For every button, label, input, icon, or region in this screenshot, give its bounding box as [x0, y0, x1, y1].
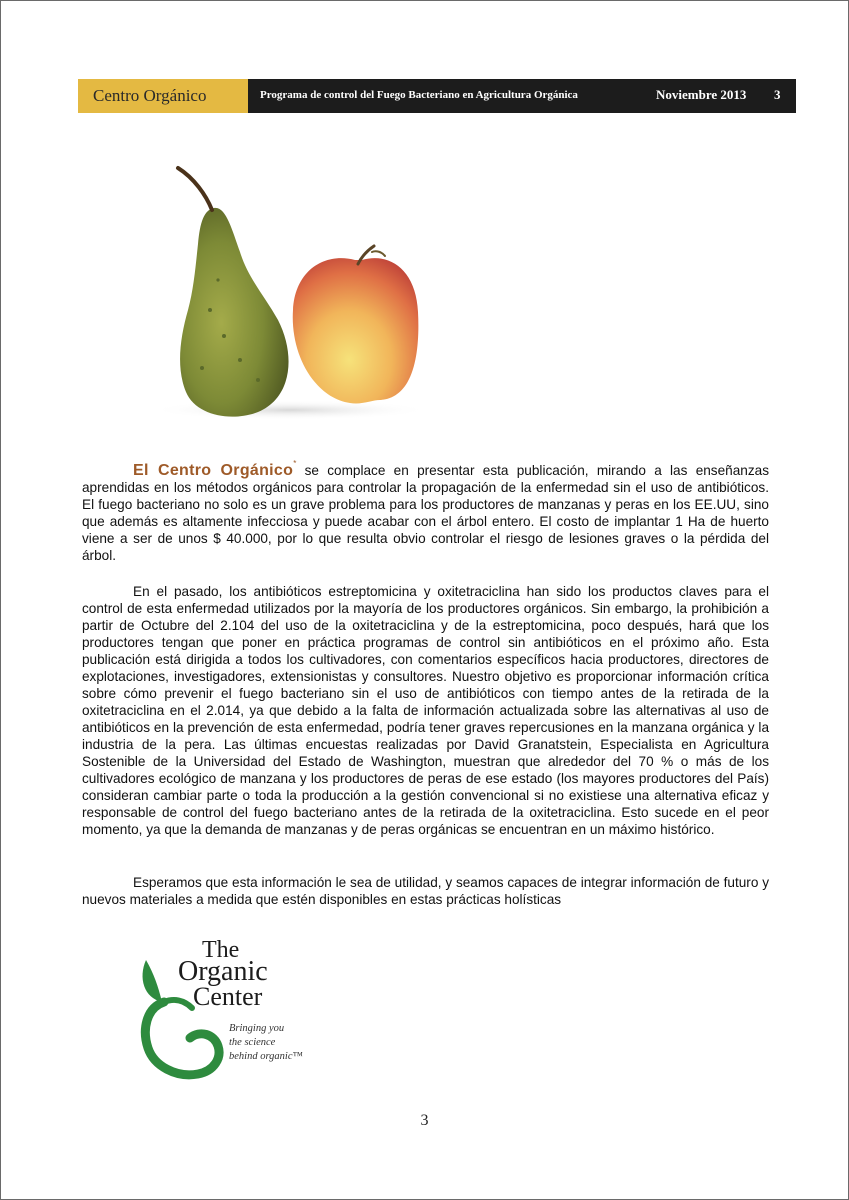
- intro-paragraph-3: [82, 874, 769, 908]
- paragraph-1-text: se complace en presentar esta publicación, mirando a las enseñanzas aprendidas en los métodos orgánicos para controlar la propagación de la enfermedad sin el uso de antibióticos. El fuego bacteriano no solo es un grave problema para los productores de manzanas y peras en los EE.UU, sino que además es altamente infecciosa y puede acabar con el árbol entero. El costo de implantar 1 Ha de huerto viene a ser de unos $ 40.000, por lo que resulta obvio controlar el riesgo de lesiones graves o la pérdida del árbol.: [82, 463, 770, 563]
- logo-tagline-2: the science: [229, 1037, 276, 1048]
- logo-tagline-3: behind organic™: [229, 1051, 303, 1062]
- logo-line-organic: Organic: [178, 956, 268, 987]
- intro-paragraph-1: [82, 455, 769, 564]
- header-publisher: Centro Orgánico: [78, 79, 248, 113]
- pear-and-apple-image: [140, 160, 430, 422]
- apple: [293, 246, 419, 403]
- logo-line-center: Center: [193, 982, 263, 1011]
- header-bar: [248, 79, 796, 113]
- header-date: Noviembre 2013: [656, 87, 747, 102]
- intro-paragraph-2: [82, 583, 769, 838]
- paragraph-3-text: Esperamos que esta información le sea de utilidad, y seamos capaces de integrar información de futuro y nuevos materiales a medida que estén disponibles en estas prácticas holísticas: [82, 875, 769, 907]
- brand-footnote-mark: *: [293, 459, 297, 468]
- header-page-number: 3: [774, 87, 781, 102]
- logo-tagline-1: Bringing you: [229, 1023, 285, 1034]
- page-header: [78, 79, 796, 113]
- brand-name: El Centro Orgánico: [133, 462, 294, 479]
- fruit-shadow: [150, 400, 430, 420]
- header-program-title: Programa de control del Fuego Bacteriano en Agricultura Orgánica: [260, 89, 578, 101]
- logo-line-the: The: [202, 937, 240, 963]
- pear: [178, 168, 289, 417]
- page-number: 3: [420, 1112, 429, 1129]
- paragraph-2-text: En el pasado, los antibióticos estreptomicina y oxitetraciclina han sido los productos claves para el control de esta enfermedad utilizados por la mayoría de los productores orgánicos. Sin embargo, la prohibición a partir de Octubre del 2.104 del uso de la oxitetraciclina y de la estreptomicina, poco después, hará que los productores tengan que poner en práctica programas de control sin antibióticos en el próximo año. Esta publicación está dirigida a todos los cultivadores, con comentarios específicos hacia productores, directores de explotaciones, investigadores, extensionistas y consultores. Nuestro objetivo es proporcionar información crítica sobre cómo prevenir el fuego bacteriano sin el uso de antibióticos con tiempo antes de la retirada de la oxitetraciclina en el 2.014, ya que debido a la falta de información actualizada sobre las alternativas al uso de antibióticos en la prevención de esta enfermedad, podría tener graves repercusiones en la manzana orgánica y la industria de la pera. Las últimas encuestas realizadas por David Granatstein, Especialista en Agricultura Sostenible de la Universidad del Estado de Washington, muestran que alrededor del 70 % o más de los cultivadores ecológico de manzana y los productores de peras de ese estado (los mayores productores del País) consideran cambiar parte o toda la producción a la gestión convencional si no existiese una alternativa eficaz y responsable de control del fuego bacteriano antes de la retirada de la oxitetraciclina. Esto sucede en el peor momento, ya que la demanda de manzanas y de peras orgánicas se encuentran en un máximo histórico.: [82, 584, 769, 837]
- organic-center-logo: [136, 938, 316, 1080]
